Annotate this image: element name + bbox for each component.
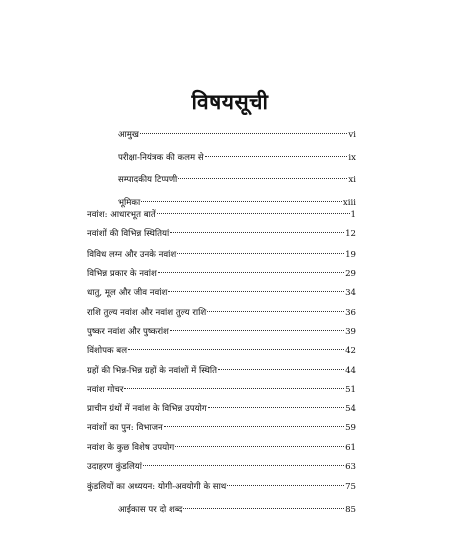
- toc-entry-title: भूमिका: [118, 198, 141, 208]
- toc-entry-page: vi: [348, 130, 356, 140]
- toc-entry-page: 19: [345, 250, 356, 260]
- toc-entry: [87, 441, 356, 455]
- leader-dots: [141, 201, 342, 202]
- toc-entry: [87, 208, 356, 222]
- toc-entry-title: आईकास पर दो शब्द: [118, 505, 183, 515]
- toc-entry-page: 85: [345, 505, 356, 515]
- toc-entry-title: ग्रहों की भिन्न-भिन्न ग्रहों के नवांशों में स्थिति: [87, 366, 218, 376]
- toc-entry-page: 1: [350, 210, 356, 220]
- toc-entry: [87, 480, 356, 494]
- toc-entry: [87, 227, 356, 241]
- toc-entry-title: राशि तुल्य नवांश और नवांश तुल्य राशि: [87, 308, 207, 318]
- toc-entry-page: ix: [348, 153, 356, 163]
- toc-entry-title: परीक्षा-नियंत्रक की कलम से: [118, 153, 204, 163]
- toc-entry-page: 44: [345, 366, 356, 376]
- toc-entry-page: 34: [345, 288, 356, 298]
- leader-dots: [175, 446, 344, 447]
- leader-dots: [207, 311, 344, 312]
- toc-entry: [87, 267, 356, 281]
- leader-dots: [205, 156, 348, 157]
- leader-dots: [164, 426, 344, 427]
- toc-entry-title: नवांशों का पुन: विभाजन: [87, 423, 163, 433]
- toc-entry-page: xi: [348, 175, 356, 185]
- toc-entry-page: 29: [345, 269, 356, 279]
- leader-dots: [143, 465, 344, 466]
- toc-entry-title: कुंडलियों का अध्ययन: योगी-अवयोगी के साथ: [87, 482, 227, 492]
- toc-entry-title: नवांशों की विभिन्न स्थितियां: [87, 229, 170, 239]
- toc-entry-title: नवांश के कुछ विशेष उपयोग: [87, 443, 175, 453]
- toc-entry: [87, 248, 356, 262]
- toc-entry-page: 36: [345, 308, 356, 318]
- toc-entry-page: 54: [345, 404, 356, 414]
- leader-dots: [177, 253, 344, 254]
- toc-entry-title: नवांश: आधारभूत बातें: [87, 210, 156, 220]
- leader-dots: [227, 485, 344, 486]
- leader-dots: [168, 291, 344, 292]
- toc-entry-page: xiii: [342, 198, 356, 208]
- toc-entry: [87, 383, 356, 397]
- leader-dots: [124, 388, 344, 389]
- leader-dots: [178, 178, 347, 179]
- leader-dots: [208, 407, 344, 408]
- toc-entry: [118, 503, 356, 517]
- leader-dots: [140, 133, 347, 134]
- toc-entry-page: 42: [345, 346, 356, 356]
- toc-entry-title: प्राचीन ग्रंथों में नवांश के विभिन्न उपयोग: [87, 404, 207, 414]
- toc-entry-title: आमुख: [118, 130, 139, 140]
- toc-entry: [87, 402, 356, 416]
- toc-entry-page: 12: [345, 229, 356, 239]
- toc-entry-title: धातु, मूल और जीव नवांश: [87, 288, 168, 298]
- toc-entry: [87, 460, 356, 474]
- leader-dots: [183, 508, 344, 509]
- toc-entry-title: उदाहरण कुंडलियां: [87, 462, 142, 472]
- toc-entry-page: 63: [345, 462, 356, 472]
- toc-entry-title: विंशोपक बल: [87, 346, 128, 356]
- toc-entry-title: सम्पादकीय टिप्पणी: [118, 175, 178, 185]
- toc-entry: [87, 325, 356, 339]
- toc-entry: [87, 421, 356, 435]
- leader-dots: [218, 369, 344, 370]
- page-title: विषयसूची: [191, 89, 269, 114]
- toc-entry-page: 59: [345, 423, 356, 433]
- toc-entry: [87, 286, 356, 300]
- toc-entry: [118, 128, 356, 142]
- leader-dots: [158, 272, 344, 273]
- toc-entry: [118, 173, 356, 187]
- toc-entry-page: 61: [345, 443, 356, 453]
- toc-entry: [87, 364, 356, 378]
- toc-entry: [87, 306, 356, 320]
- toc-entry: [118, 151, 356, 165]
- toc-entry-title: नवांश गोचर: [87, 385, 124, 395]
- toc-entry-page: 75: [345, 482, 356, 492]
- leader-dots: [170, 330, 344, 331]
- toc-entry-title: विभिन्न प्रकार के नवांश: [87, 269, 157, 279]
- toc-entry-title: पुष्कर नवांश और पुष्करांश: [87, 327, 169, 337]
- toc-entry-page: 51: [345, 385, 356, 395]
- leader-dots: [170, 232, 344, 233]
- leader-dots: [128, 349, 344, 350]
- toc-entry-title: विविध लग्न और उनके नवांश: [87, 250, 177, 260]
- toc-entry: [87, 344, 356, 358]
- toc-entry-page: 39: [345, 327, 356, 337]
- leader-dots: [157, 213, 350, 214]
